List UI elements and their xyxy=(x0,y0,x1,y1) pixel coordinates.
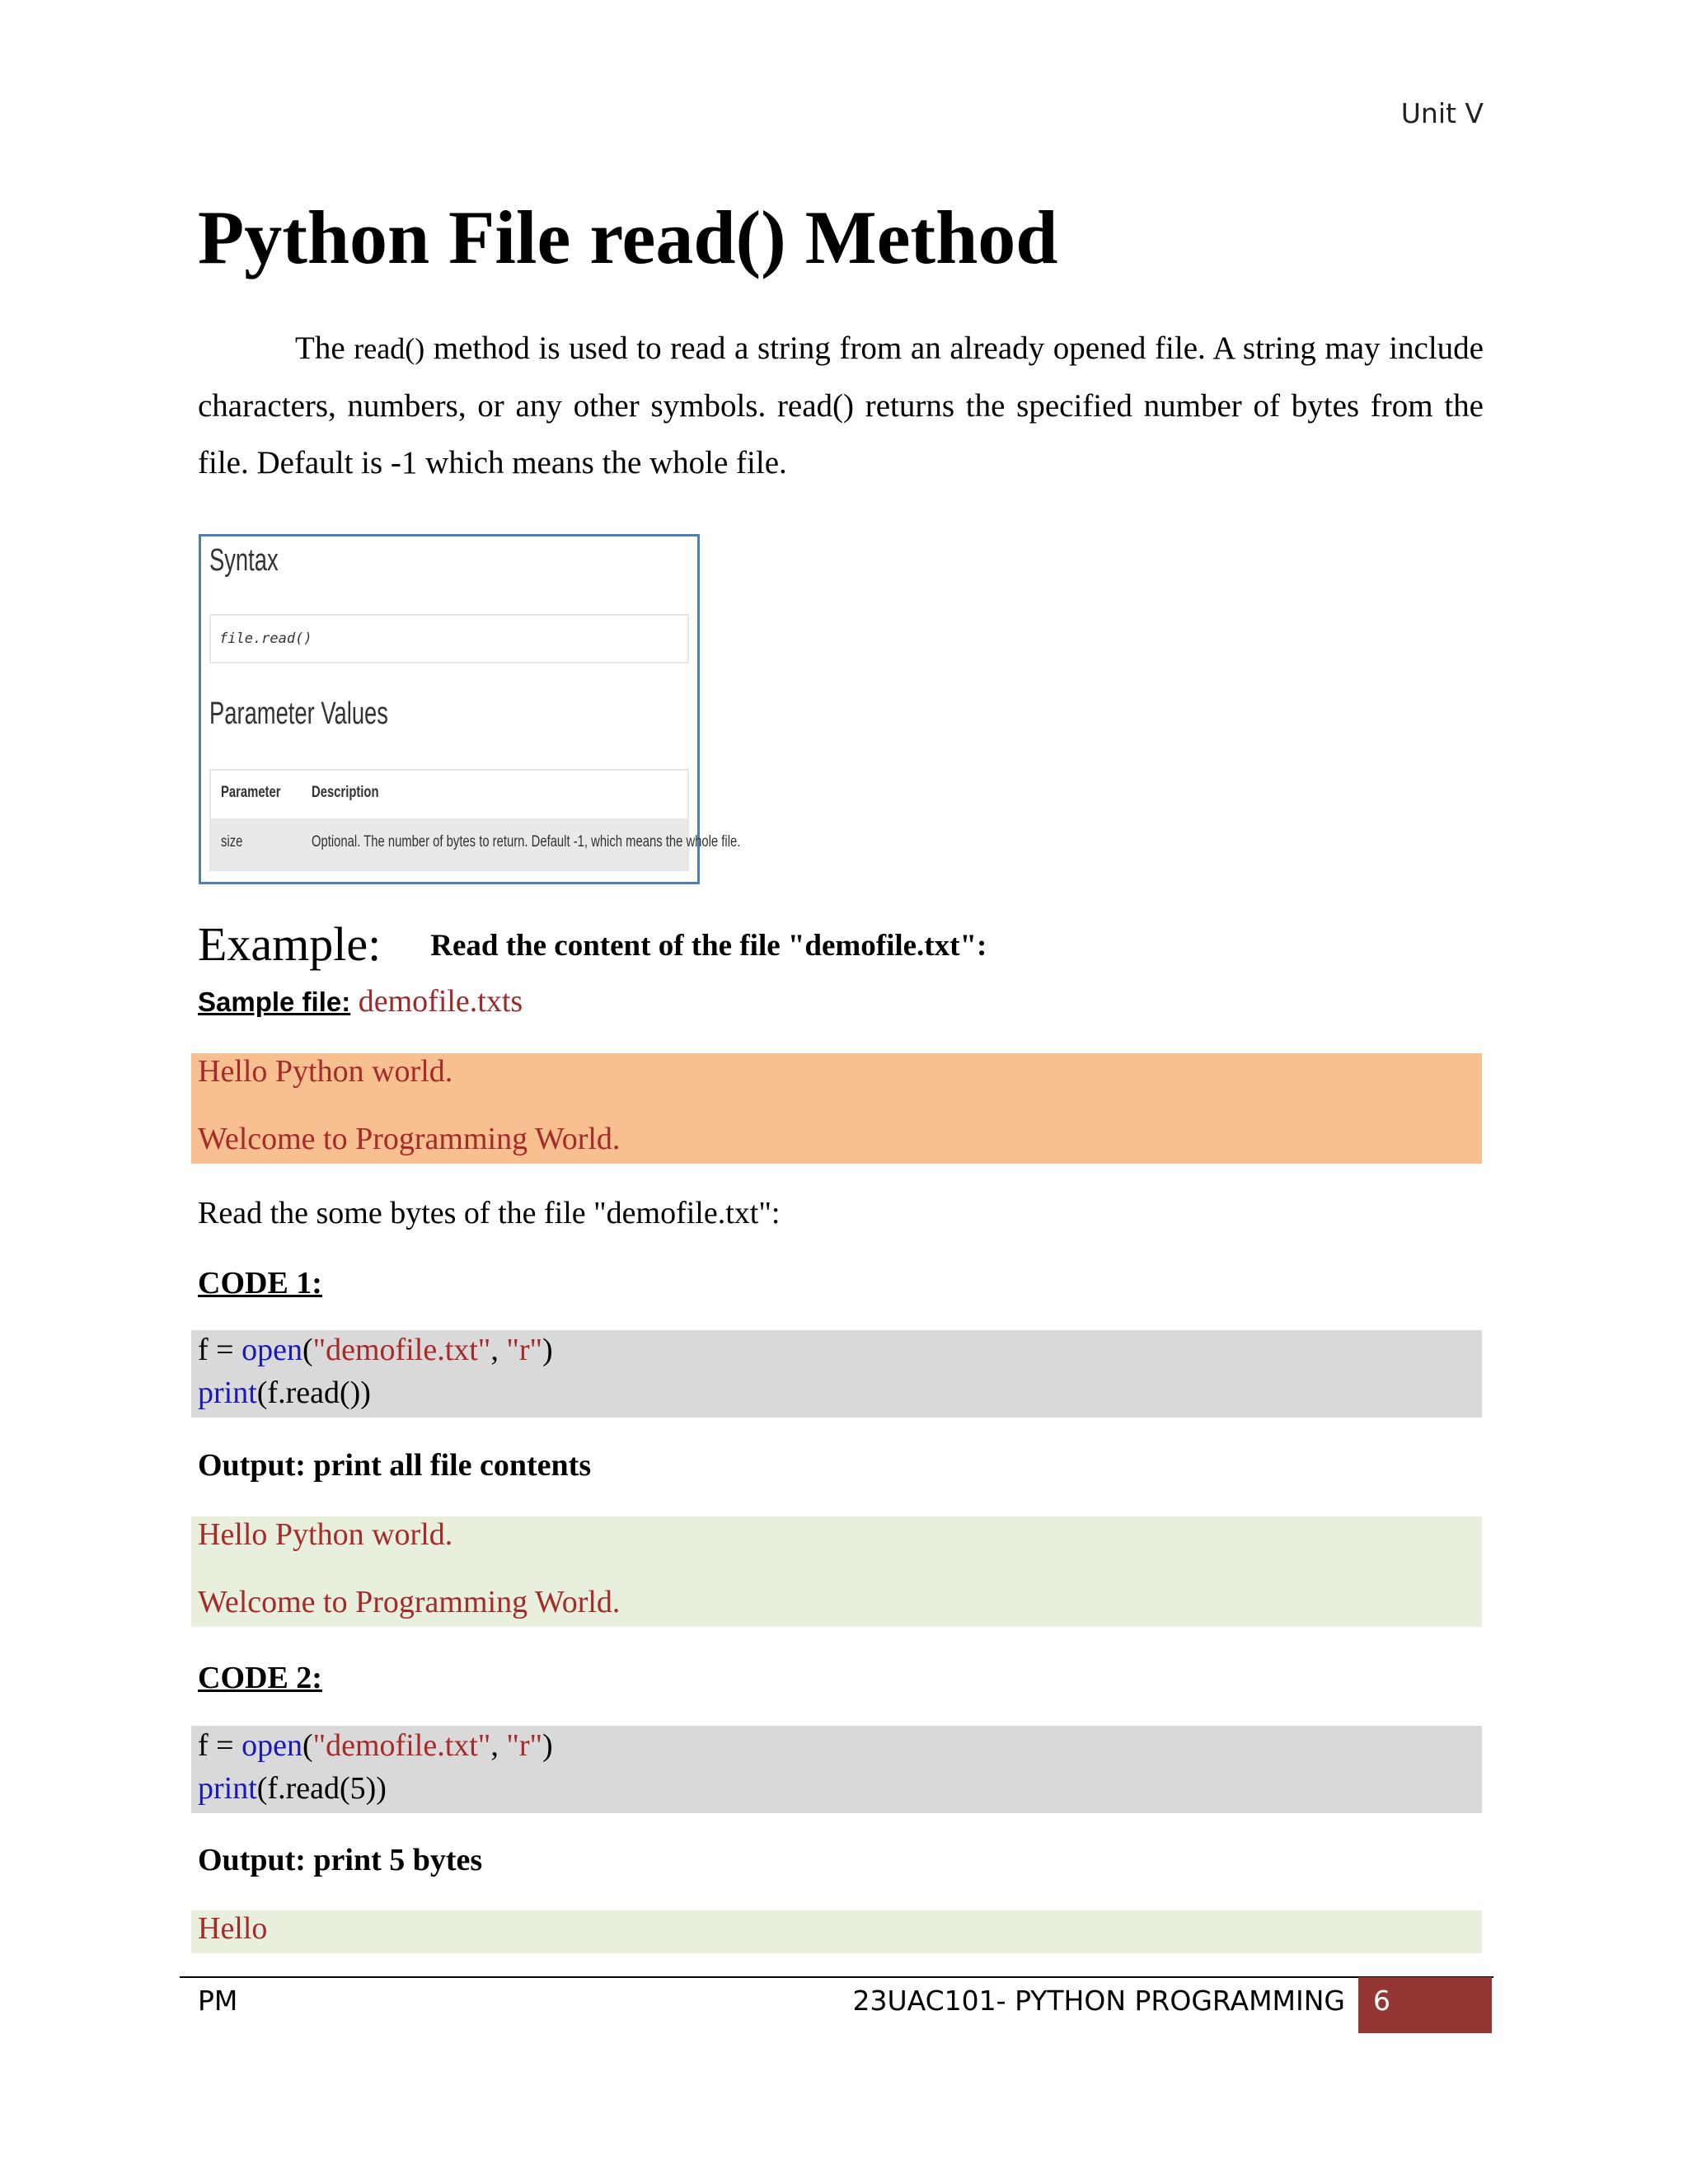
code2-output-line-1: Hello xyxy=(198,1911,268,1946)
page-title: Python File read() Method xyxy=(198,195,1058,279)
code2-output-block xyxy=(191,1910,1482,1953)
code2-output-label: Output: print 5 bytes xyxy=(198,1843,483,1877)
syntax-code: file.read() xyxy=(219,630,312,647)
footer-course-title: 23UAC101- PYTHON PROGRAMMING xyxy=(852,1985,1345,2017)
code2-heading: CODE 2: xyxy=(198,1661,322,1695)
row-desc: Optional. The number of bytes to return. Default -1, which means the whole file. xyxy=(312,833,741,851)
sample-content-block xyxy=(191,1053,1482,1164)
example-line xyxy=(198,916,987,972)
header-unit-label: Unit V xyxy=(1400,97,1484,129)
syntax-screenshot xyxy=(199,534,741,884)
footer-author: PM xyxy=(198,1985,238,2017)
sample-file-label: Sample file: xyxy=(198,987,351,1017)
sample-file-name: demofile.txts xyxy=(350,984,523,1019)
code1-output-line-1: Hello Python world. xyxy=(198,1517,453,1552)
col-parameter: Parameter xyxy=(221,784,281,801)
example-label: Example: xyxy=(198,917,382,971)
intro-inline-code: read() xyxy=(354,332,425,365)
syntax-code-frame xyxy=(209,614,689,663)
intro-lead: The xyxy=(295,330,354,366)
col-description: Description xyxy=(312,784,379,801)
code1-block xyxy=(191,1330,1482,1418)
code1-heading: CODE 1: xyxy=(198,1266,322,1301)
code2-line-1: f = open("demofile.txt", "r") xyxy=(198,1728,553,1763)
parameter-table-row xyxy=(211,818,741,869)
footer-page-number: 6 xyxy=(1358,1977,1492,2033)
code2-line-2: print(f.read(5)) xyxy=(198,1771,387,1806)
intro-paragraph xyxy=(198,320,1484,491)
row-param: size xyxy=(221,833,243,851)
parameter-values-heading: Parameter Values xyxy=(209,696,388,731)
intro-rest: method is used to read a string from an already opened file. A string may include characters, numbers, or any other symbols. read() returns the specified number of bytes from the file. Default is -1 which means the whole file. xyxy=(198,330,1484,480)
sample-line-2: Welcome to Programming World. xyxy=(198,1122,621,1156)
parameter-table xyxy=(209,769,741,871)
code1-output-line-2: Welcome to Programming World. xyxy=(198,1585,621,1619)
code1-output-label: Output: print all file contents xyxy=(198,1448,592,1483)
syntax-heading: Syntax xyxy=(209,543,279,578)
code1-output-block xyxy=(191,1516,1482,1627)
code1-line-1: f = open("demofile.txt", "r") xyxy=(198,1333,553,1367)
bytes-intro-text: Read the some bytes of the file "demofile.txt": xyxy=(198,1196,781,1230)
code1-line-2: print(f.read()) xyxy=(198,1376,371,1410)
parameter-table-header xyxy=(211,771,687,817)
code2-block xyxy=(191,1726,1482,1813)
footer-divider xyxy=(180,1976,1493,1978)
sample-file-line xyxy=(198,983,523,1019)
sample-line-1: Hello Python world. xyxy=(198,1054,453,1089)
example-description: Read the content of the file "demofile.txt": xyxy=(430,929,987,963)
